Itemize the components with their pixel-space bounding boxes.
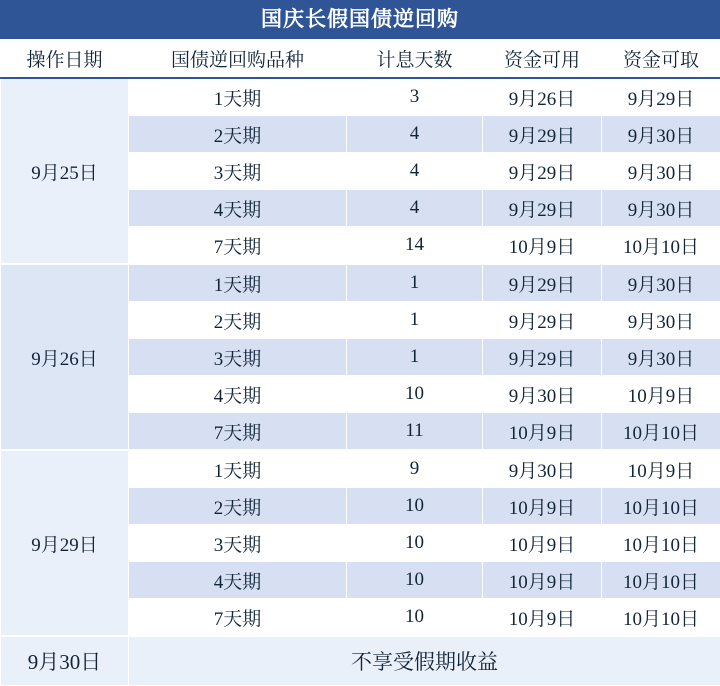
cell-available: 9月29日 — [483, 190, 602, 227]
cell-withdrawable: 9月30日 — [602, 264, 720, 302]
cell-days: 11 — [347, 413, 483, 451]
cell-withdrawable: 9月29日 — [602, 78, 720, 116]
cell-variety: 4天期 — [129, 562, 347, 599]
group-date-cell: 9月25日 — [1, 78, 129, 264]
cell-available: 9月26日 — [483, 78, 602, 116]
cell-variety: 7天期 — [129, 599, 347, 637]
cell-withdrawable: 9月30日 — [602, 116, 720, 153]
cell-withdrawable: 9月30日 — [602, 302, 720, 339]
cell-available: 10月9日 — [483, 227, 602, 265]
cell-days: 10 — [347, 599, 483, 637]
page-title: 国庆长假国债逆回购 — [0, 0, 720, 40]
cell-days: 1 — [347, 264, 483, 302]
cell-variety: 7天期 — [129, 413, 347, 451]
cell-variety: 3天期 — [129, 525, 347, 562]
cell-available: 10月9日 — [483, 562, 602, 599]
table-row — [1, 450, 720, 488]
cell-withdrawable: 10月9日 — [602, 376, 720, 413]
cell-available: 9月29日 — [483, 302, 602, 339]
cell-variety: 2天期 — [129, 116, 347, 153]
cell-available: 9月29日 — [483, 153, 602, 190]
cell-available: 10月9日 — [483, 413, 602, 451]
column-header-funds-available: 资金可用 — [483, 40, 602, 78]
cell-available: 10月9日 — [483, 488, 602, 525]
cell-withdrawable: 10月10日 — [602, 227, 720, 265]
cell-days: 4 — [347, 153, 483, 190]
cell-variety: 1天期 — [129, 78, 347, 116]
column-header-variety: 国债逆回购品种 — [129, 40, 347, 78]
cell-variety: 7天期 — [129, 227, 347, 265]
cell-days: 4 — [347, 190, 483, 227]
cell-withdrawable: 10月10日 — [602, 413, 720, 451]
table-body — [1, 78, 720, 686]
cell-variety: 3天期 — [129, 153, 347, 190]
cell-days: 10 — [347, 525, 483, 562]
footer-date-cell: 9月30日 — [1, 636, 129, 686]
column-header-interest-days: 计息天数 — [347, 40, 483, 78]
cell-variety: 3天期 — [129, 339, 347, 376]
group-date-cell: 9月29日 — [1, 450, 129, 636]
cell-variety: 4天期 — [129, 376, 347, 413]
cell-withdrawable: 10月10日 — [602, 525, 720, 562]
cell-days: 4 — [347, 116, 483, 153]
cell-available: 9月29日 — [483, 116, 602, 153]
table-row — [1, 264, 720, 302]
cell-days: 10 — [347, 376, 483, 413]
cell-available: 9月30日 — [483, 450, 602, 488]
cell-variety: 2天期 — [129, 302, 347, 339]
cell-days: 1 — [347, 302, 483, 339]
reverse-repo-table — [0, 40, 720, 686]
cell-variety: 1天期 — [129, 450, 347, 488]
cell-days: 3 — [347, 78, 483, 116]
cell-days: 10 — [347, 488, 483, 525]
cell-available: 10月9日 — [483, 525, 602, 562]
cell-available: 9月30日 — [483, 376, 602, 413]
cell-withdrawable: 10月10日 — [602, 599, 720, 637]
cell-withdrawable: 10月9日 — [602, 450, 720, 488]
cell-withdrawable: 10月10日 — [602, 562, 720, 599]
table-footer-row — [1, 636, 720, 686]
cell-available: 10月9日 — [483, 599, 602, 637]
cell-withdrawable: 10月10日 — [602, 488, 720, 525]
cell-days: 1 — [347, 339, 483, 376]
column-header-operation-date: 操作日期 — [1, 40, 129, 78]
group-date-cell: 9月26日 — [1, 264, 129, 450]
cell-available: 9月29日 — [483, 339, 602, 376]
cell-days: 10 — [347, 562, 483, 599]
cell-variety: 2天期 — [129, 488, 347, 525]
cell-variety: 1天期 — [129, 264, 347, 302]
table-row — [1, 78, 720, 116]
cell-days: 14 — [347, 227, 483, 265]
footer-note-cell: 不享受假期收益 — [129, 636, 720, 686]
cell-withdrawable: 9月30日 — [602, 153, 720, 190]
column-header-funds-withdrawable: 资金可取 — [602, 40, 720, 78]
cell-withdrawable: 9月30日 — [602, 339, 720, 376]
table-header-row — [1, 40, 720, 78]
cell-days: 9 — [347, 450, 483, 488]
cell-available: 9月29日 — [483, 264, 602, 302]
cell-withdrawable: 9月30日 — [602, 190, 720, 227]
cell-variety: 4天期 — [129, 190, 347, 227]
